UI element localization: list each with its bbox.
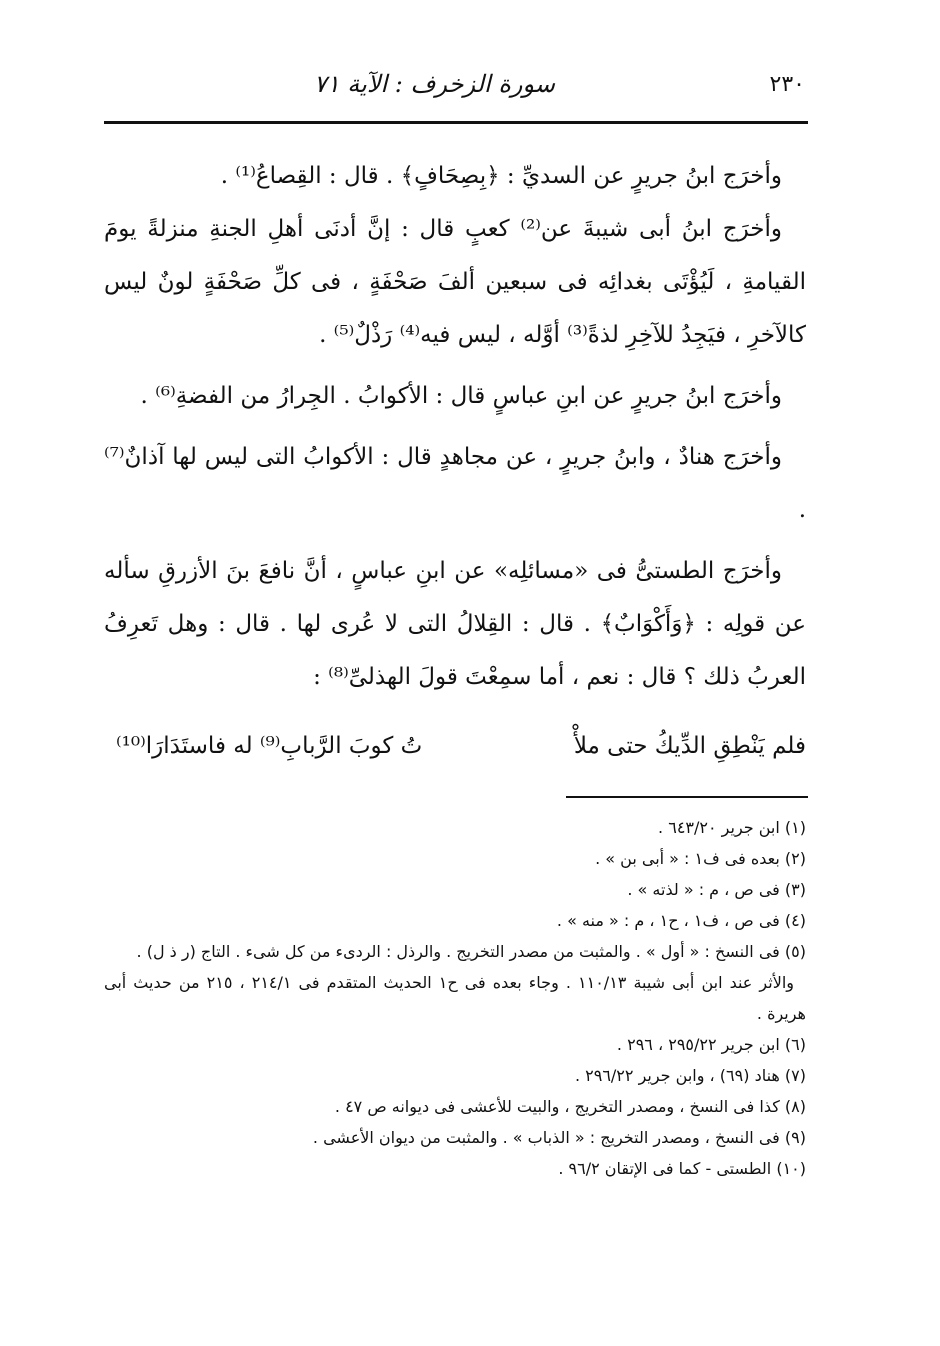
footnote-2: (٢) بعده فى ف١ : « أبى بن » . <box>595 849 806 868</box>
paragraph-3: وأخرَج ابنُ جريرٍ عن ابنِ عباسٍ قال : الأكوابُ . الجِرارُ من الفضةِ⁽⁶⁾ . <box>140 383 782 409</box>
paragraph-2: وأخرَج ابنُ أبى شيبةَ عن⁽²⁾ كعبٍ قال : إنَّ أدنَى أهلِ الجنةِ منزلةً يومَ القيامةِ ، لَيُؤْتَى بغدائِه فى سبعين ألفَ صَحْفَةٍ ، فى كلِّ صَحْفَةٍ لونٌ ليس كالآخرِ ، فيَجِدُ للآخِرِ لذةً⁽³⁾ أوَّله ، ليس فيه⁽⁴⁾ رَذْلٌ⁽⁵⁾ . <box>104 216 806 348</box>
verse-second-hemistich: تُ كوبَ الرَّبابِ⁽⁹⁾ له فاستَدَارَا⁽¹⁰⁾ <box>116 733 423 759</box>
page-header <box>105 68 805 108</box>
footnotes <box>104 812 806 1184</box>
paragraph-4: وأخرَج هنادٌ ، وابنُ جريرٍ ، عن مجاهدٍ قال : الأكوابُ التى ليس لها آذانٌ⁽⁷⁾ . <box>104 444 806 523</box>
verse-first-hemistich: فلم يَنْطِقِ الدِّيكُ حتى ملأْ <box>573 733 806 759</box>
paragraph-1: وأخرَج ابنُ جريرٍ عن السديِّ : ﴿بِصِحَافٍ﴾ . قال : القِصاعُ⁽¹⁾ . <box>220 163 782 189</box>
footnote-1: (١) ابن جرير ٦٤٣/٢٠ . <box>658 818 806 837</box>
header-rule <box>104 121 808 124</box>
footnote-10: (١٠) الطستى - كما فى الإتقان ٩٦/٢ . <box>558 1159 806 1178</box>
main-text <box>104 150 806 704</box>
paragraph-5: وأخرَج الطستىُّ فى «مسائلِه» عن ابنِ عباسٍ ، أنَّ نافعَ بنَ الأزرقِ سأله عن قولِه : ﴿وَأَكْوَابٌ﴾ . قال : القِلالُ التى لا عُرى لها . قال : وهل تَعرِفُ العربُ ذلك ؟ قال : نعم ، أما سمِعْتَ قولَ الهذلىِّ⁽⁸⁾ : <box>104 558 806 690</box>
poetry-verse <box>104 733 806 777</box>
footnote-4: (٤) فى ص ، ف١ ، ح١ ، م : « منه » . <box>556 911 806 930</box>
footnote-separator <box>566 796 808 798</box>
running-title: سورة الزخرف : الآية ٧١ <box>313 70 555 98</box>
footnote-6: (٦) ابن جرير ٢٩٥/٢٢ ، ٢٩٦ . <box>616 1035 806 1054</box>
footnote-5: (٥) فى النسخ : « أول » . والمثبت من مصدر التخريج . والرذل : الردىء من كل شىء . التاج (ر ذ ل) . <box>136 942 806 961</box>
page-number: ٢٣٠ <box>769 72 805 97</box>
footnote-9: (٩) فى النسخ ، ومصدر التخريج : « الذباب » . والمثبت من ديوان الأعشى . <box>312 1128 806 1147</box>
footnote-3: (٣) فى ص ، م : « لذته » . <box>627 880 806 899</box>
footnote-8: (٨) كذا فى النسخ ، ومصدر التخريج ، والبيت للأعشى فى ديوانه ص ٤٧ . <box>334 1097 806 1116</box>
footnote-5-continuation: والأثر عند ابن أبى شيبة ١١٠/١٣ . وجاء بعده فى ح١ الحديث المتقدم فى ٢١٤/١ ، ٢١٥ من حديث أبى هريرة . <box>104 973 806 1023</box>
footnote-7: (٧) هناد (٦٩) ، وابن جرير ٢٩٦/٢٢ . <box>574 1066 806 1085</box>
